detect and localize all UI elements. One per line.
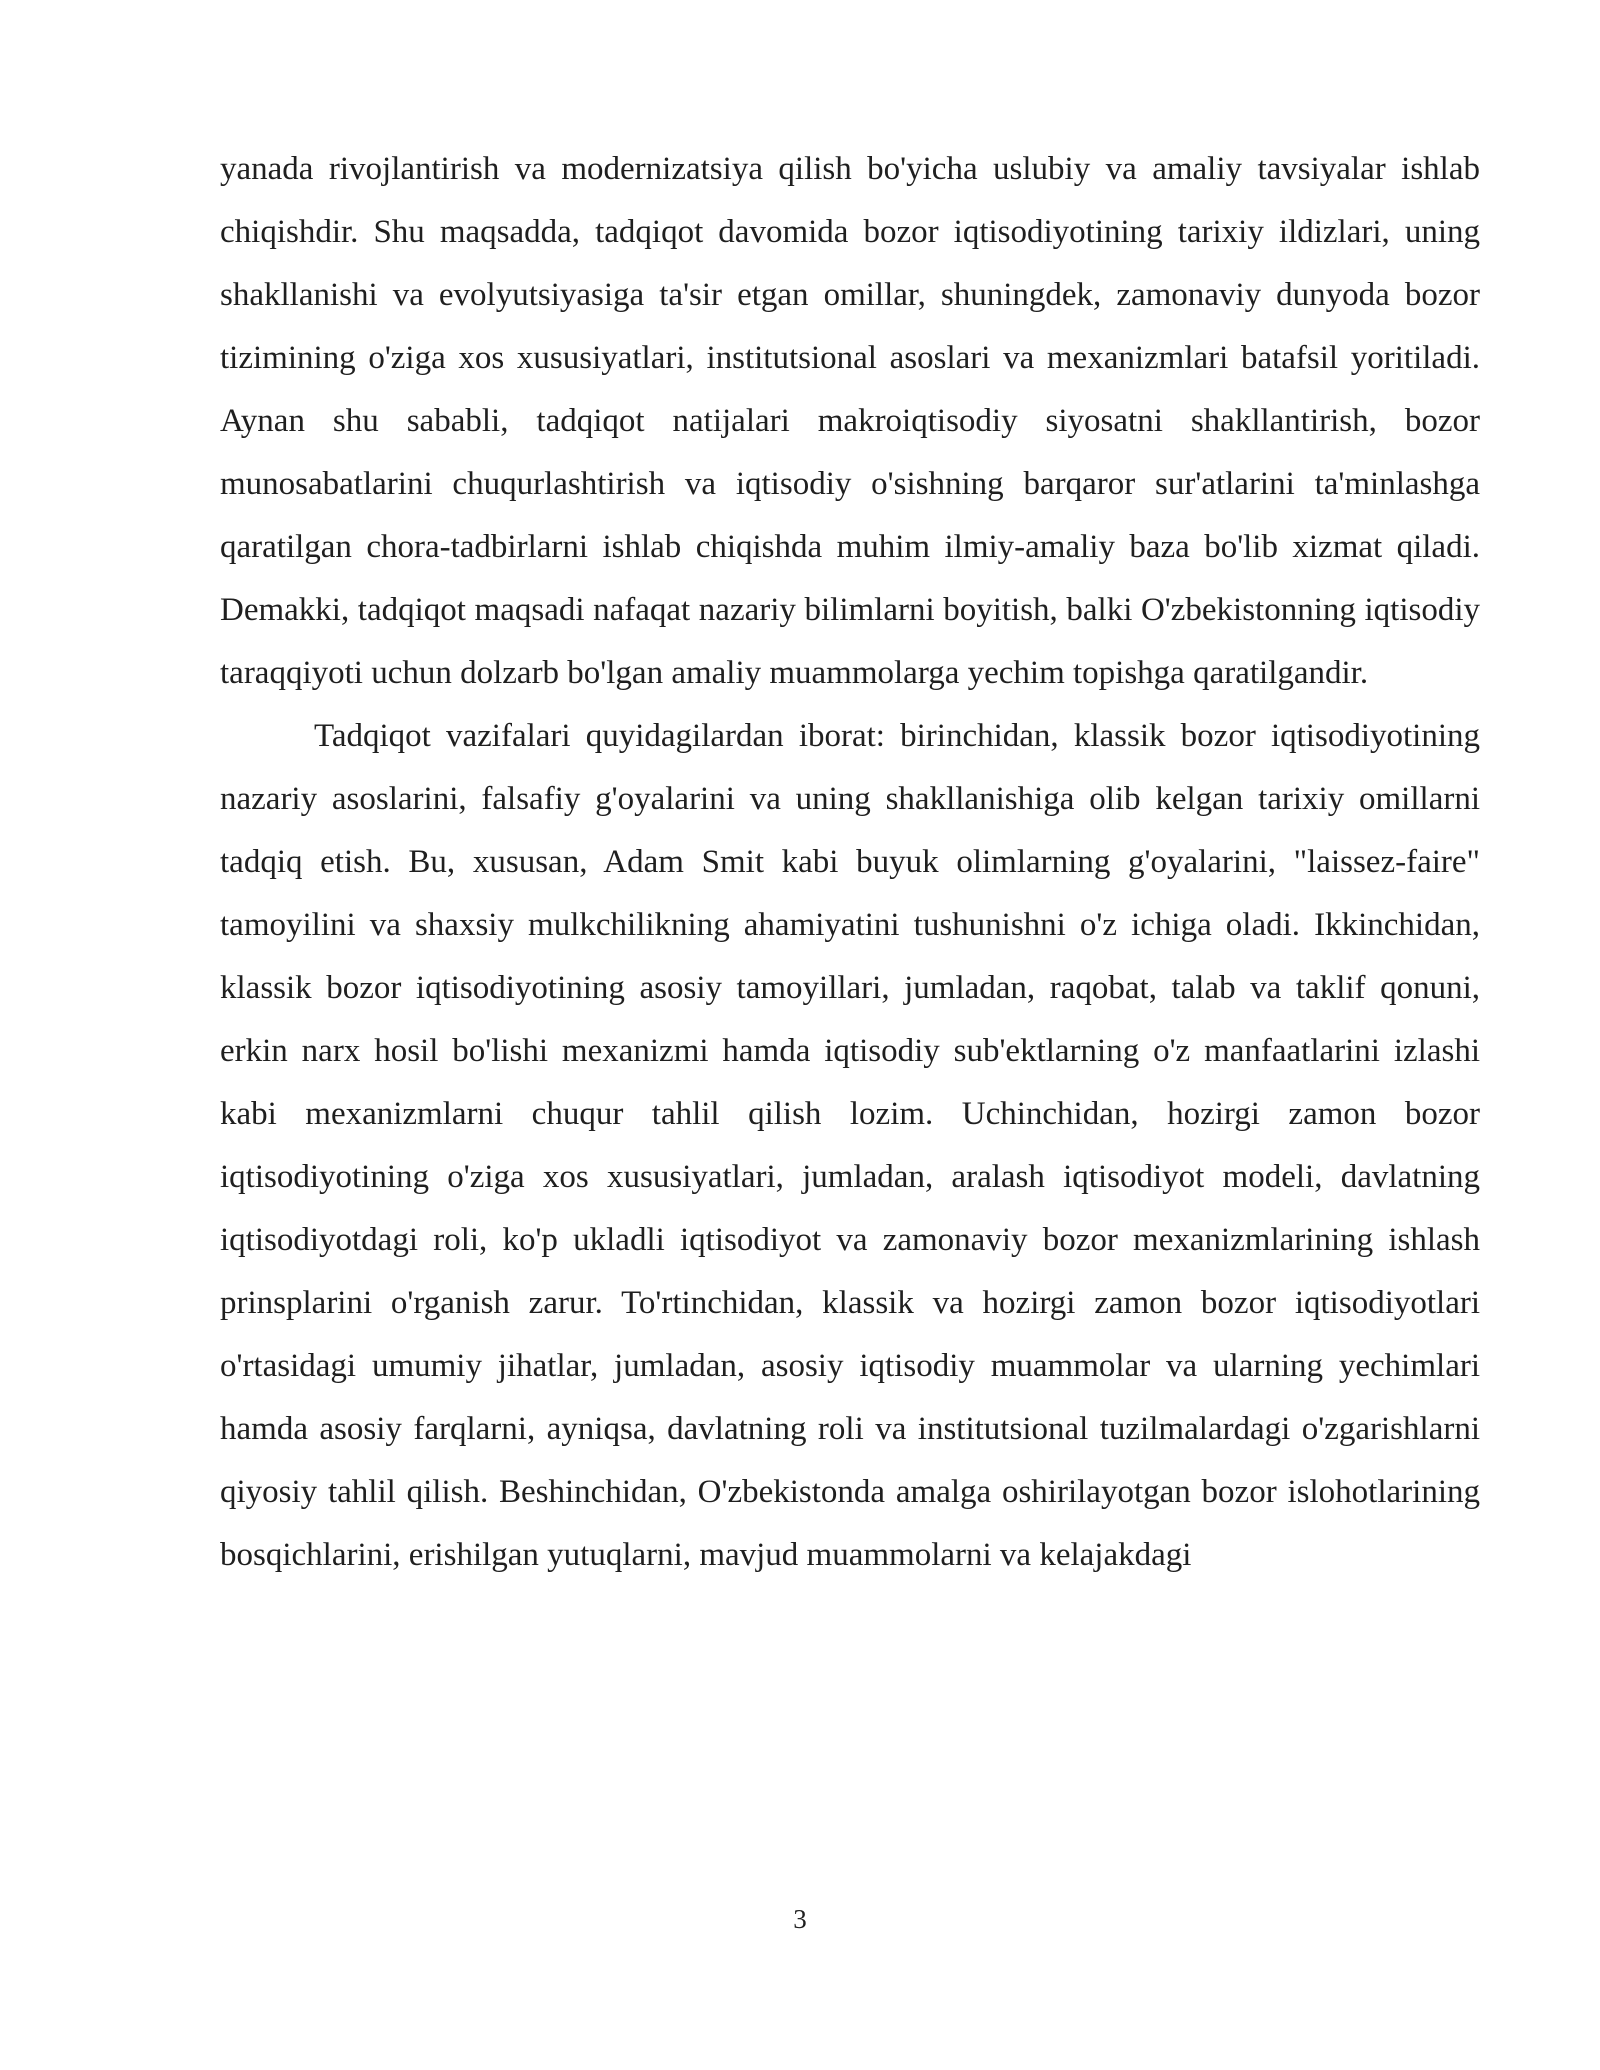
body-text xyxy=(220,138,1480,1587)
paragraph-continuation: yanada rivojlantirish va modernizatsiya qilish bo'yicha uslubiy va amaliy tavsiyalar ishlab chiqishdir. Shu maqsadda, tadqiqot davomida bozor iqtisodiyotining tarixiy ildizlari, uning shakllanishi va evolyutsiyasiga ta'sir etgan omillar, shuningdek, zamonaviy dunyoda bozor tizimining o'ziga xos xususiyatlari, institutsional asoslari va mexanizmlari batafsil yoritiladi. Aynan shu sababli, tadqiqot natijalari makroiqtisodiy siyosatni shakllantirish, bozor munosabatlarini chuqurlashtirish va iqtisodiy o'sishning barqaror sur'atlarini ta'minlashga qaratilgan chora-tadbirlarni ishlab chiqishda muhim ilmiy-amaliy baza bo'lib xizmat qiladi. Demakki, tadqiqot maqsadi nafaqat nazariy bilimlarni boyitish, balki O'zbekistonning iqtisodiy taraqqiyoti uchun dolzarb bo'lgan amaliy muammolarga yechim topishga qaratilgandir. xyxy=(220,151,1480,691)
page-number: 3 xyxy=(793,1904,807,1934)
paragraph-research-tasks: Tadqiqot vazifalari quyidagilardan iborat: birinchidan, klassik bozor iqtisodiyotining nazariy asoslarini, falsafiy g'oyalarini va uning shakllanishiga olib kelgan tarixiy omillarni tadqiq etish. Bu, xususan, Adam Smit kabi buyuk olimlarning g'oyalarini, "laissez-faire" tamoyilini va shaxsiy mulkchilikning ahamiyatini tushunishni o'z ichiga oladi. Ikkinchidan, klassik bozor iqtisodiyotining asosiy tamoyillari, jumladan, raqobat, talab va taklif qonuni, erkin narx hosil bo'lishi mexanizmi hamda iqtisodiy sub'ektlarning o'z manfaatlarini izlashi kabi mexanizmlarni chuqur tahlil qilish lozim. Uchinchidan, hozirgi zamon bozor iqtisodiyotining o'ziga xos xususiyatlari, jumladan, aralash iqtisodiyot modeli, davlatning iqtisodiyotdagi roli, ko'p ukladli iqtisodiyot va zamonaviy bozor mexanizmlarining ishlash prinsplarini o'rganish zarur. To'rtinchidan, klassik va hozirgi zamon bozor iqtisodiyotlari o'rtasidagi umumiy jihatlar, jumladan, asosiy iqtisodiy muammolar va ularning yechimlari hamda asosiy farqlarni, ayniqsa, davlatning roli va institutsional tuzilmalardagi o'zgarishlarni qiyosiy tahlil qilish. Beshinchidan, O'zbekistonda amalga oshirilayotgan bozor islohotlarining bosqichlarini, erishilgan yutuqlarni, mavjud muammolarni va kelajakdagi xyxy=(220,718,1480,1573)
